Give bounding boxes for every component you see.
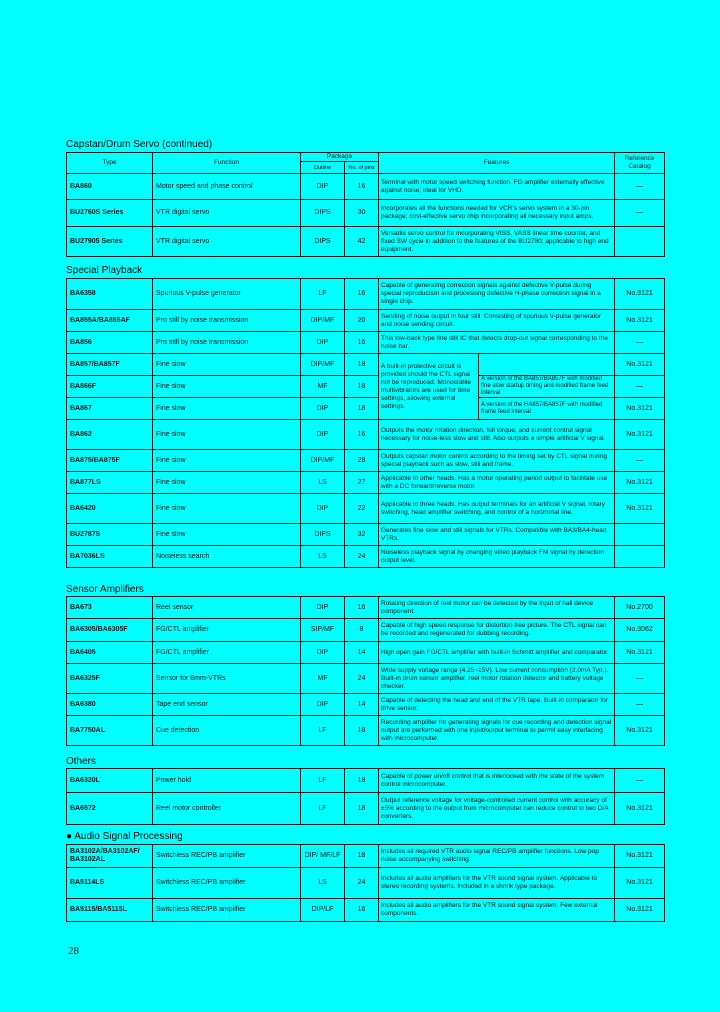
cell-features: Output reference voltage for voltage-controlled current control with accuracy of ±5% according to the output from microcomputer can reduce control to two D/A converters. — [379, 793, 615, 825]
cell-pins: 14 — [345, 642, 379, 664]
cell-type: BA857/BA857F — [67, 354, 153, 376]
cell-reference — [615, 546, 665, 568]
table-row — [67, 450, 665, 472]
cell-reference — [615, 227, 665, 257]
cell-type: BA6305/BA6305F — [67, 619, 153, 642]
cell-reference: No.3062 — [615, 619, 665, 642]
cell-pins: 42 — [345, 227, 379, 257]
cell-type: BA867 — [67, 398, 153, 420]
table-row — [67, 174, 665, 200]
cell-function: Cue detection — [153, 716, 301, 746]
table-row — [67, 398, 665, 420]
cell-function: Fine slow — [153, 420, 301, 450]
header-outline: Outline — [301, 162, 345, 174]
table-row — [67, 227, 665, 257]
table-row — [67, 494, 665, 524]
cell-pins: 16 — [345, 420, 379, 450]
cell-type: BU2760S Series — [67, 200, 153, 227]
cell-type: BA860 — [67, 174, 153, 200]
cell-reference: — — [615, 664, 665, 694]
table-row — [67, 310, 665, 332]
cell-features: Capable of detecting the head and end of the VTR tape. Built-in comparator for drive sensor. — [379, 694, 615, 716]
cell-function: Pro still by noise transmission — [153, 332, 301, 354]
cell-pins: 18 — [345, 376, 379, 398]
cell-function: Fine slow — [153, 376, 301, 398]
cell-features: Noiseless playback signal by changing video playback FM signal by detection output level. — [379, 546, 615, 568]
cell-package: LF — [301, 716, 345, 746]
cell-features-sub: A version of the HA857/BA857F with modified frame feed interval — [479, 398, 615, 420]
cell-type: BA6420 — [67, 494, 153, 524]
table-row — [67, 524, 665, 546]
cell-reference: — — [615, 376, 665, 398]
cell-type: BA6320L — [67, 769, 153, 793]
cell-function: Fine slow — [153, 494, 301, 524]
cell-package: DIP — [301, 332, 345, 354]
cell-pins: 16 — [345, 597, 379, 619]
cell-features: Generates fine slow and still signals for VTRs. Compatible with BA3/BA4-head VTRs. — [379, 524, 615, 546]
features-shared-1: A built-in protective circuit is provided should the CTL — [381, 362, 462, 378]
cell-package: LF — [301, 279, 345, 310]
table-audio — [66, 844, 665, 922]
cell-type: BA6358 — [67, 279, 153, 310]
cell-reference: No.3121 — [615, 716, 665, 746]
cell-function: VTR digital servo — [153, 227, 301, 257]
cell-type: BA866F — [67, 376, 153, 398]
cell-features: Wide supply voltage range (4.25~15V). Low current consumption (2.0mA Typ.). Built-in drum sensor amplifier, reel motor rotation detector and battery voltage checker. — [379, 664, 615, 694]
cell-package: DIP/ MF/LF — [301, 845, 345, 868]
header-package: Package — [301, 153, 379, 162]
cell-type: BA3102A/BA3102AF/ BA3102AL — [67, 845, 153, 868]
cell-features: Capable of power on/off control that is interlocked with the state of the system control microcomputer. — [379, 769, 615, 793]
cell-package: DIP — [301, 174, 345, 200]
cell-function: VTR digital servo — [153, 200, 301, 227]
cell-features: Includes all audio amplifiers for the VTR sound signal system. Applicable to stereo recording systems. Included in a shrink type package. — [379, 868, 615, 899]
cell-package: DIPS — [301, 524, 345, 546]
cell-pins: 14 — [345, 694, 379, 716]
cell-function: Tape end sensor — [153, 694, 301, 716]
cell-function: Spurious V-pulse generator — [153, 279, 301, 310]
table-row — [67, 279, 665, 310]
cell-reference: No.3121 — [615, 472, 665, 494]
cell-package: DIP — [301, 494, 345, 524]
cell-type: BA862 — [67, 420, 153, 450]
cell-pins: 16 — [345, 332, 379, 354]
cell-pins: 24 — [345, 664, 379, 694]
cell-package: DIPS — [301, 200, 345, 227]
cell-type: BA7750AL — [67, 716, 153, 746]
cell-function: Power hold — [153, 769, 301, 793]
cell-function: Fine slow — [153, 354, 301, 376]
cell-function: Pro still by noise transmission — [153, 310, 301, 332]
cell-function: Reel sensor — [153, 597, 301, 619]
cell-package: MF — [301, 664, 345, 694]
cell-package: SIP/MF — [301, 619, 345, 642]
cell-reference — [615, 524, 665, 546]
cell-reference: No.3121 — [615, 793, 665, 825]
cell-function: Fine slow — [153, 472, 301, 494]
cell-function: Reel motor controller — [153, 793, 301, 825]
table-row — [67, 376, 665, 398]
cell-features: High open gain FG/CTL amplifier with built-in Schmitt amplifier and comparator. — [379, 642, 615, 664]
cell-features: Includes all required VTR audio signal REC/PB amplifier functions. Low pop noise accompanying switching. — [379, 845, 615, 868]
cell-pins: 18 — [345, 793, 379, 825]
cell-pins: 24 — [345, 546, 379, 568]
cell-package: DIP/LF — [301, 899, 345, 922]
cell-reference: No.3121 — [615, 868, 665, 899]
cell-reference: No.3121 — [615, 845, 665, 868]
cell-package: DIP — [301, 420, 345, 450]
cell-package: MF — [301, 376, 345, 398]
cell-features: Capable of high speed response for distortion-free picture. The CTL signal can be recorded and regenerated for dubbing recording. — [379, 619, 615, 642]
page-number: 28 — [68, 945, 79, 957]
cell-reference: No.3121 — [615, 899, 665, 922]
header-function: Function — [153, 153, 301, 174]
cell-pins: 18 — [345, 769, 379, 793]
table-row — [67, 694, 665, 716]
cell-package: LS — [301, 868, 345, 899]
table-row — [67, 769, 665, 793]
cell-type: BA875/BA875F — [67, 450, 153, 472]
cell-reference: — — [615, 200, 665, 227]
cell-features: Recording amplifier for generating signals for cue recording and detection signal output are performed with one input/output terminal to permit easy interfacing with microcomputer. — [379, 716, 615, 746]
cell-pins: 28 — [345, 450, 379, 472]
cell-pins: 8 — [345, 619, 379, 642]
cell-package: LS — [301, 472, 345, 494]
section-title-capstan: Capstan/Drum Servo (continued) — [66, 139, 213, 150]
table-capstan — [66, 152, 665, 257]
cell-features-sub — [479, 354, 615, 376]
cell-pins: 18 — [345, 354, 379, 376]
cell-type: BA6572 — [67, 793, 153, 825]
cell-reference: — — [615, 694, 665, 716]
cell-type: BA673 — [67, 597, 153, 619]
cell-function: Fine slow — [153, 524, 301, 546]
table-row — [67, 546, 665, 568]
cell-function: Motor speed and phase control — [153, 174, 301, 200]
cell-package: DIP/MF — [301, 450, 345, 472]
cell-features: This low-back type fine still IC that detects drop-out signal corresponding to the noise bar. — [379, 332, 615, 354]
cell-package: DIP — [301, 694, 345, 716]
cell-type: BU2787S — [67, 524, 153, 546]
section-title-special-playback: Special Playback — [66, 265, 143, 276]
cell-pins: 24 — [345, 868, 379, 899]
cell-package: LS — [301, 546, 345, 568]
cell-function: Switchless REC/PB amplifier — [153, 868, 301, 899]
cell-features — [379, 354, 479, 420]
cell-function: FG/CTL amplifier — [153, 619, 301, 642]
cell-type: BA855A/BA855AF — [67, 310, 153, 332]
cell-reference: — — [615, 174, 665, 200]
cell-pins: 22 — [345, 494, 379, 524]
cell-reference: No.3121 — [615, 279, 665, 310]
header-row — [67, 153, 665, 162]
cell-package: DIP/MF — [301, 354, 345, 376]
cell-function: Fine slow — [153, 398, 301, 420]
cell-features: Applicable to other heads. Has a motor operating period output to facilitate use with a DC forward/reverse motor. — [379, 472, 615, 494]
cell-features: Outputs the motor rotation direction, full torque, and current control signal necessary for noise-less slow and still. Also outputs a simple artificial V signal. — [379, 420, 615, 450]
cell-package: LF — [301, 793, 345, 825]
header-features: Features — [379, 153, 615, 174]
cell-package: DIP/MF — [301, 310, 345, 332]
cell-package: LF — [301, 769, 345, 793]
table-row — [67, 332, 665, 354]
table-row — [67, 200, 665, 227]
cell-type: BA6380 — [67, 694, 153, 716]
cell-type: BA7036LS — [67, 546, 153, 568]
header-reference: Reference Catalog — [615, 153, 665, 174]
cell-pins: 18 — [345, 398, 379, 420]
cell-type: BU27905 Series — [67, 227, 153, 257]
cell-type: BA5114LS — [67, 868, 153, 899]
table-row — [67, 472, 665, 494]
cell-package: DIP — [301, 642, 345, 664]
table-row — [67, 420, 665, 450]
cell-features: Terminal with motor speed switching function. FG amplifier externally effective against noise; ideal for VHD. — [379, 174, 615, 200]
cell-pins: 27 — [345, 472, 379, 494]
cell-function: Fine slow — [153, 450, 301, 472]
header-pins: No. of pins — [345, 162, 379, 174]
cell-features: Includes all audio amplifiers for the VTR sound signal system. Few external components. — [379, 899, 615, 922]
cell-function: FG/CTL amplifier — [153, 642, 301, 664]
cell-features: Sending of noise output in four still. Consisting of spurious V-pulse generator and noise sending circuit. — [379, 310, 615, 332]
cell-pins: 32 — [345, 524, 379, 546]
cell-features: Capable of generating correction signals against defective V-pulse during special reproduction and processing defective H-phase correction signal in a single chip. — [379, 279, 615, 310]
table-row — [67, 868, 665, 899]
cell-reference: — — [615, 769, 665, 793]
table-others — [66, 768, 665, 825]
cell-type: BA6325F — [67, 664, 153, 694]
cell-package: DIP — [301, 398, 345, 420]
table-row — [67, 619, 665, 642]
cell-reference: — — [615, 450, 665, 472]
cell-reference: No.3121 — [615, 642, 665, 664]
cell-reference: No.3121 — [615, 354, 665, 376]
cell-features: Rotating direction of reel motor can be detected by the input of hall device component. — [379, 597, 615, 619]
section-title-audio: ● Audio Signal Processing — [66, 831, 183, 842]
table-special-playback — [66, 278, 665, 568]
cell-type: BA6405 — [67, 642, 153, 664]
cell-pins: 18 — [345, 716, 379, 746]
cell-reference: No.3121 — [615, 310, 665, 332]
table-row — [67, 716, 665, 746]
cell-type: BA877LS — [67, 472, 153, 494]
table-row — [67, 597, 665, 619]
cell-pins: 16 — [345, 279, 379, 310]
cell-reference: No.2700 — [615, 597, 665, 619]
section-title-sensor-amplifiers: Sensor Amplifiers — [66, 584, 144, 595]
header-type: Type — [67, 153, 153, 174]
cell-pins: 20 — [345, 310, 379, 332]
cell-function: Noiseless search — [153, 546, 301, 568]
cell-pins: 18 — [345, 845, 379, 868]
cell-pins: 16 — [345, 174, 379, 200]
cell-features: Incorporates all the functions needed for VCR's servo system in a 30-pin package; cost-effective servo chip incorporating all necessary input amps. — [379, 200, 615, 227]
cell-function: Switchless REC/PB amplifier — [153, 845, 301, 868]
table-row — [67, 354, 665, 376]
features-shared-2: signal not be reproduced. Monostable multivibrators are used for time settings, — [381, 370, 471, 402]
table-row — [67, 664, 665, 694]
cell-features: Applicable to three heads. Has output terminals for an artificial V signal, rotary switching, head amplifier switching, and control of a horizontal line. — [379, 494, 615, 524]
cell-features: Versatile servo control for incorporating VISS, VASS linear time counter, and fixed SW cycle in addition to the features of the BU2780; applicable to high end equipment. — [379, 227, 615, 257]
cell-type: BA5115/BA5115L — [67, 899, 153, 922]
cell-package: DIPS — [301, 227, 345, 257]
cell-pins: 16 — [345, 899, 379, 922]
cell-reference: No.3121 — [615, 420, 665, 450]
cell-function: Switchless REC/PB amplifier — [153, 899, 301, 922]
cell-function: Sensor for 8mm-VTRs — [153, 664, 301, 694]
cell-pins: 30 — [345, 200, 379, 227]
table-row — [67, 642, 665, 664]
features-shared-3: allowing external settings. — [381, 394, 456, 410]
cell-reference: No.3121 — [615, 494, 665, 524]
table-sensor-amplifiers — [66, 596, 665, 746]
cell-package: DIP — [301, 597, 345, 619]
table-row — [67, 899, 665, 922]
cell-reference: — — [615, 332, 665, 354]
cell-features: Outputs capstan motor control according to the timing set by CTL signal during special playback such as slow, still and frame. — [379, 450, 615, 472]
section-title-others: Others — [66, 756, 97, 767]
table-row — [67, 845, 665, 868]
table-row — [67, 793, 665, 825]
cell-type: BA856 — [67, 332, 153, 354]
cell-reference: No.3121 — [615, 398, 665, 420]
cell-features-sub: A version of the BA857/BA857F with modified fine slow startup timing and modified frame feed interval — [479, 376, 615, 398]
